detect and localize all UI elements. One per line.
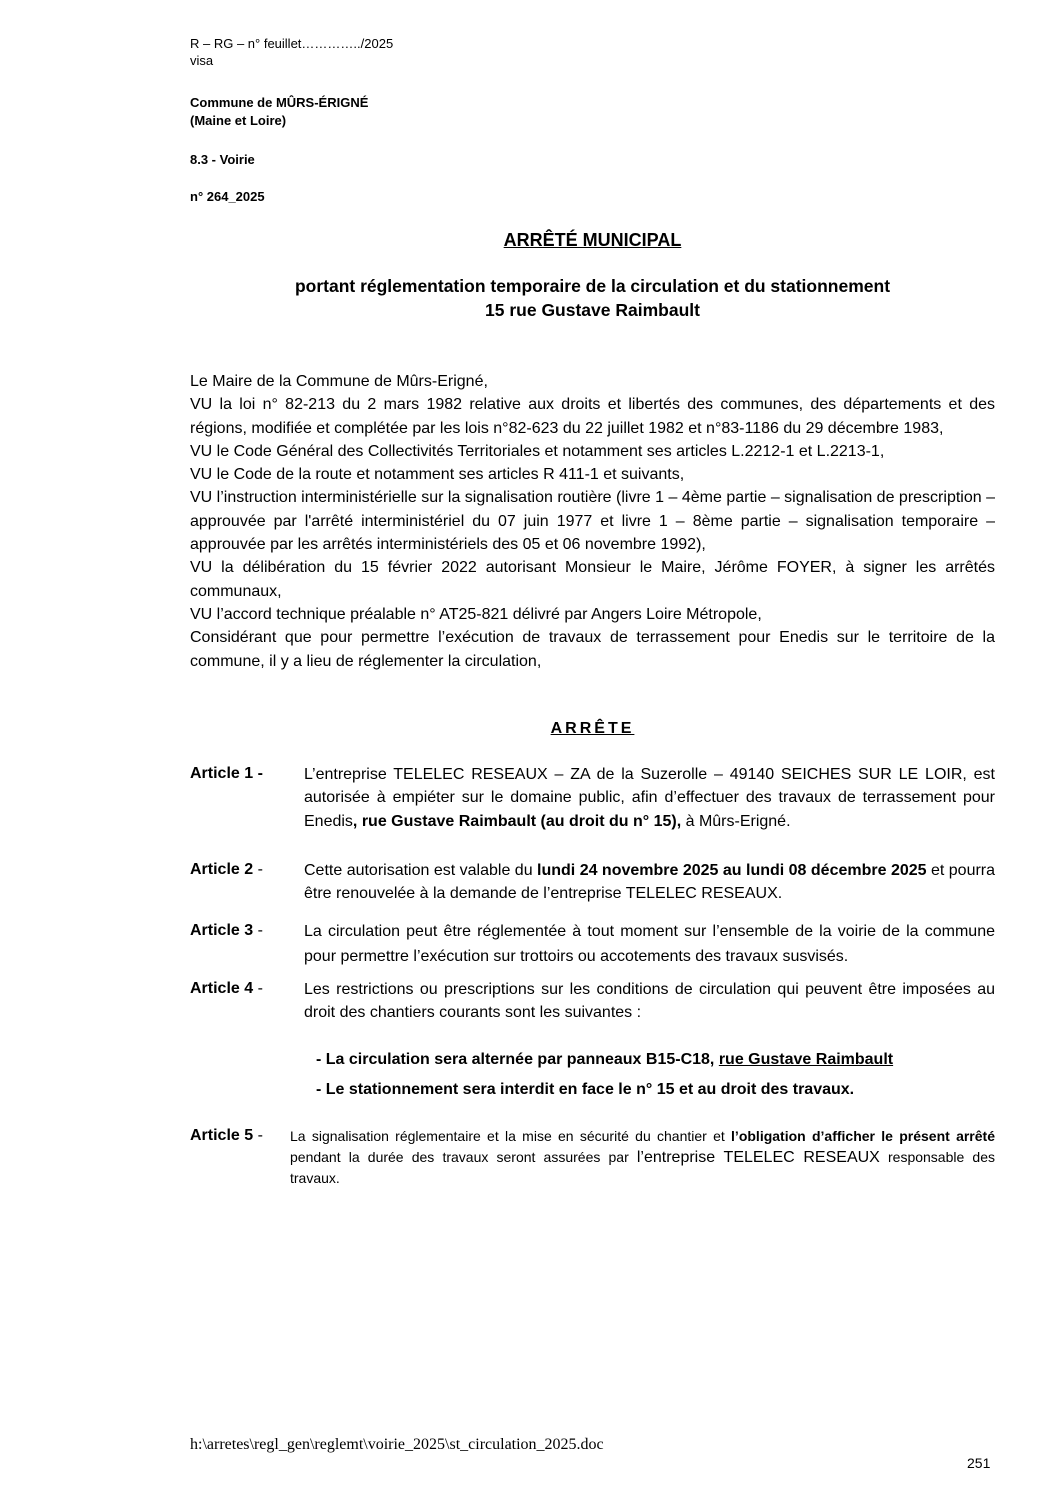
article-1-text [304,763,995,833]
article-5-text-start: La signalisation réglementaire et la mise en sécurité du chantier et [290,1128,732,1144]
article-3-label [190,922,263,940]
article-2-text-end: et pourra être renouvelée à la demande de l’entreprise TELELEC RESEAUX. [304,862,996,903]
article-1-text-end: à Mûrs-Erigné. [681,812,791,830]
file-path: h:\arretes\regl_gen\reglemt\voirie_2025\st_circulation_2025.doc [190,1436,604,1453]
article-5-text-bold: l’obligation d’afficher le présent arrêté [731,1128,995,1144]
article-4-bullet-2: - Le stationnement sera interdit en face le n° 15 et au droit des travaux. [316,1081,855,1098]
preamble-line: Considérant que pour permettre l’exécution de travaux de terrassement pour Enedis sur le territoire de la commune, il y a lieu de réglementer la circulation, [190,629,995,670]
arrete-heading: ARRÊTE [550,720,635,737]
commune-department: (Maine et Loire) [190,113,287,128]
article-4-label-suffix: - [253,980,263,997]
article-5-text-company: l’entreprise TELELEC RESEAUX [636,1149,880,1166]
article-5-label [190,1127,263,1145]
preamble-line: Le Maire de la Commune de Mûrs-Erigné, [190,373,488,390]
article-2-text [304,859,995,906]
article-2-label-suffix: - [253,861,263,878]
page-subtitle [0,274,1058,322]
article-4-label [190,980,263,998]
article-4-bullet-1-start: - La circulation sera alternée par panneaux B15-C18, [316,1051,719,1068]
subtitle-line-1: portant réglementation temporaire de la circulation et du stationnement [294,276,891,296]
visa-label: visa [190,53,214,68]
article-4-bullet-1 [316,1051,893,1069]
arrete-number: n° 264_2025 [190,189,265,204]
article-1-label: Article 1 - [190,765,263,782]
preamble-line: VU le Code Général des Collectivités Territoriales et notamment ses articles L.2212-1 et L.2213-1, [190,442,885,460]
article-3-label-text: Article 3 [190,922,254,939]
subtitle-line-2: 15 rue Gustave Raimbault [485,300,700,320]
reference-line: R – RG – n° feuillet…………../2025 [190,36,394,51]
preamble-line: VU le Code de la route et notamment ses articles R 411-1 et suivants, [190,466,685,484]
article-1-text-bold: , rue Gustave Raimbault (au droit du n° 15), [352,812,682,830]
article-3-label-suffix: - [253,922,263,939]
page-number: 251 [967,1455,991,1471]
article-5-label-suffix: - [253,1127,263,1144]
article-5-text-mid: pendant la durée des travaux seront assurées par [290,1149,637,1165]
preamble-line: VU l’instruction interministérielle sur la signalisation routière (livre 1 – 4ème partie – signalisation de prescription – approuvée par l'arrêté interministériel du 07 juin 1977 et livre 1 – 8ème partie – signalisation temporaire – approuvée par les arrêtés interministériels des 05 et 06 novembre 1992), [190,489,995,554]
preamble-line: VU la délibération du 15 février 2022 autorisant Monsieur le Maire, Jérôme FOYER, à signer les arrêtés communaux, [190,559,995,600]
article-4-label-text: Article 4 [190,980,254,997]
article-4-bullet-1-street: rue Gustave Raimbault [718,1051,894,1068]
article-5-text-end: responsable des travaux. [290,1149,995,1186]
article-5-label-text: Article 5 [190,1127,254,1144]
page-title: ARRÊTÉ MUNICIPAL [503,230,682,250]
preamble-line: VU la loi n° 82-213 du 2 mars 1982 relative aux droits et libertés des communes, des départements et des régions, modifiée et complétée par les lois n°82-623 du 22 juillet 1982 et n°83-1186 du 29 décembre 1983, [190,396,995,437]
category-label: 8.3 - Voirie [190,152,255,167]
article-2-label [190,861,263,879]
article-4-text: Les restrictions ou prescriptions sur les conditions de circulation qui peuvent être imposées au droit des chantiers courants sont les suivantes : [304,981,995,1022]
article-1-text-start: L’entreprise TELELEC RESEAUX – ZA de la Suzerolle – 49140 SEICHES SUR LE LOIR, est autorisée à empiéter sur le domaine public, afin d’effectuer des travaux de terrassement pour Enedis [304,766,995,830]
article-3-text: La circulation peut être réglementée à tout moment sur l’ensemble de la voirie de la commune pour permettre l’exécution sur trottoirs ou accotements des travaux susvisés. [304,923,995,965]
preamble-line: VU l’accord technique préalable n° AT25-821 délivré par Angers Loire Métropole, [190,605,762,623]
article-2-label-text: Article 2 [190,861,254,878]
commune-name: Commune de MÛRS-ÉRIGNÉ [190,95,369,110]
article-5-text [290,1126,995,1189]
preamble [190,370,995,673]
article-2-text-bold: lundi 24 novembre 2025 au lundi 08 décembre 2025 [537,862,927,879]
article-2-text-start: Cette autorisation est valable du [304,862,538,879]
